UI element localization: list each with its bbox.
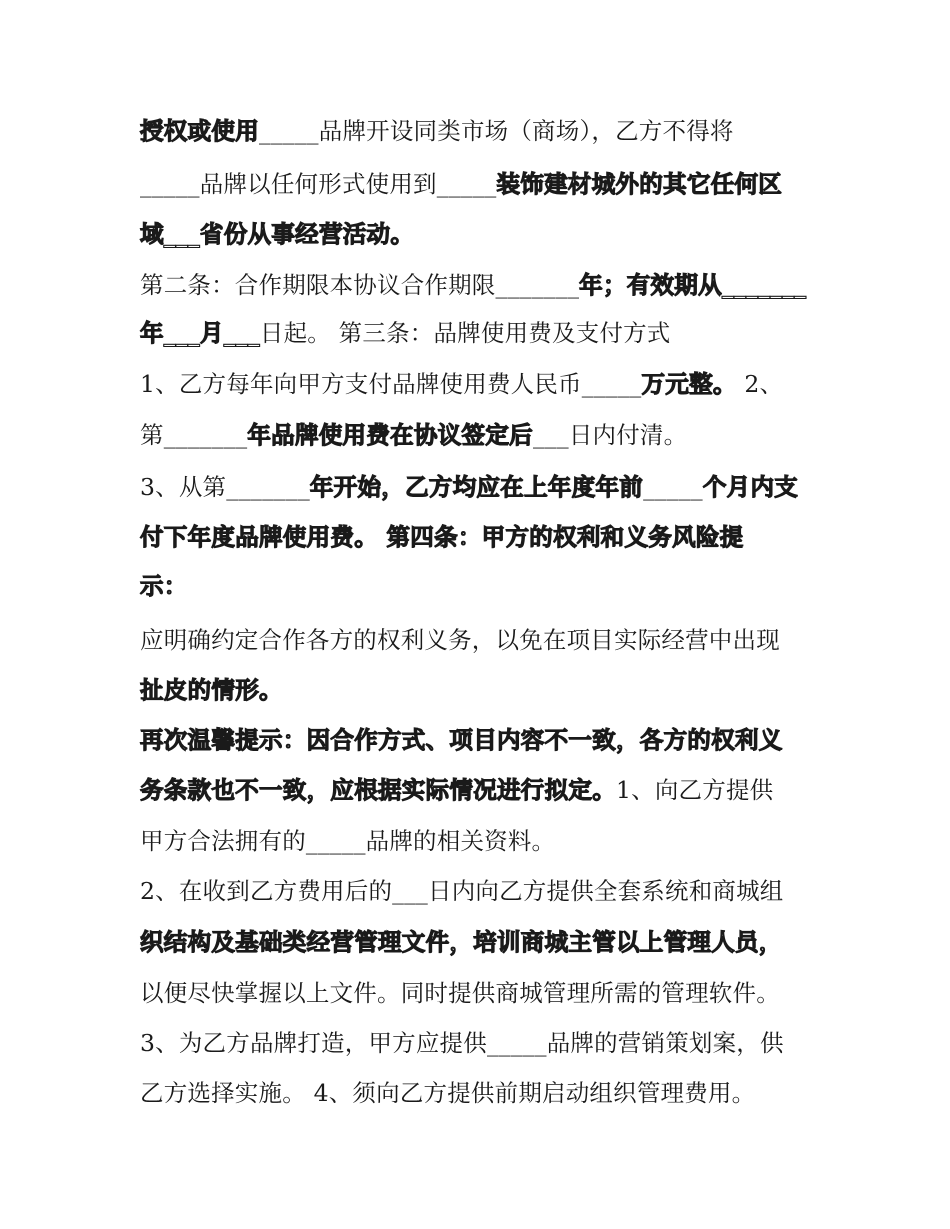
text-line	[140, 725, 783, 755]
text-line	[140, 1028, 784, 1058]
text-segment: 1、乙方每年向甲方支付品牌使用费人民币_____	[140, 370, 642, 398]
text-segment: 第_______	[140, 421, 248, 449]
text-segment: 1、向乙方提供	[616, 776, 774, 804]
text-line	[140, 826, 555, 856]
text-line	[140, 522, 743, 552]
text-line	[140, 1078, 755, 1108]
text-line	[140, 978, 780, 1008]
text-segment: ___日内付清。	[532, 421, 688, 449]
text-segment: 年开始，乙方均应在上年度年前	[309, 473, 644, 501]
text-segment: 装饰建材城外的其它任何区	[496, 170, 783, 198]
text-segment: 个月内支	[702, 473, 799, 501]
text-segment: 2、在收到乙方费用后的___日内向乙方提供全套系统和商城组	[140, 877, 784, 905]
text-segment: 3、为乙方品牌打造，甲方应提供_____品牌的营销策划案，供	[140, 1029, 784, 1057]
text-segment: _____品牌开设同类市场（商场），乙方不得将	[259, 117, 734, 145]
text-segment: _____	[643, 473, 703, 501]
text-line	[140, 675, 283, 705]
text-segment: 域___省份从事经营活动。	[140, 220, 415, 248]
text-line	[140, 625, 780, 655]
text-segment: 年___月___	[140, 319, 260, 347]
text-segment: 扯皮的情形。	[140, 676, 283, 704]
text-segment: 2、	[736, 370, 784, 398]
text-line	[140, 420, 687, 450]
text-line	[140, 219, 414, 249]
text-segment: 年品牌使用费在协议签定后	[247, 421, 533, 449]
text-segment: 务条款也不一致，应根据实际情况进行拟定。	[140, 776, 616, 804]
text-segment: 示：	[140, 572, 188, 600]
text-line	[140, 775, 773, 805]
text-segment: 再次温馨提示：因合作方式、项目内容不一致，各方的权利义	[140, 726, 783, 754]
text-segment: 织结构及基础类经营管理文件，培训商城主管以上管理人员，	[140, 928, 783, 956]
text-segment: 应明确约定合作各方的权利义务，以免在项目实际经营中出现	[140, 626, 780, 654]
text-segment: 授权或使用	[140, 117, 259, 145]
text-segment: 乙方选择实施。 4、须向乙方提供前期启动组织管理费用。	[140, 1079, 756, 1107]
text-segment: 日起。 第三条：品牌使用费及支付方式	[259, 319, 671, 347]
text-line	[140, 571, 188, 601]
text-segment: 3、从第_______	[140, 473, 310, 501]
text-segment: 甲方合法拥有的_____品牌的相关资料。	[140, 827, 556, 855]
text-line	[140, 116, 734, 146]
text-line	[140, 927, 783, 957]
text-line	[140, 318, 670, 348]
text-segment: 以便尽快掌握以上文件。同时提供商城管理所需的管理软件。	[140, 979, 780, 1007]
text-segment: 第二条：合作期限本协议合作期限_______	[140, 271, 580, 299]
text-line	[140, 369, 783, 399]
text-line	[140, 169, 782, 199]
text-line	[140, 876, 784, 906]
text-segment: 年；有效期从_______	[579, 271, 807, 299]
text-line	[140, 270, 806, 300]
text-segment: 付下年度品牌使用费。 第四条：甲方的权利和义务风险提	[140, 523, 744, 551]
text-line	[140, 472, 798, 502]
text-segment: 万元整。	[641, 370, 737, 398]
text-segment: _____品牌以任何形式使用到_____	[140, 170, 497, 198]
